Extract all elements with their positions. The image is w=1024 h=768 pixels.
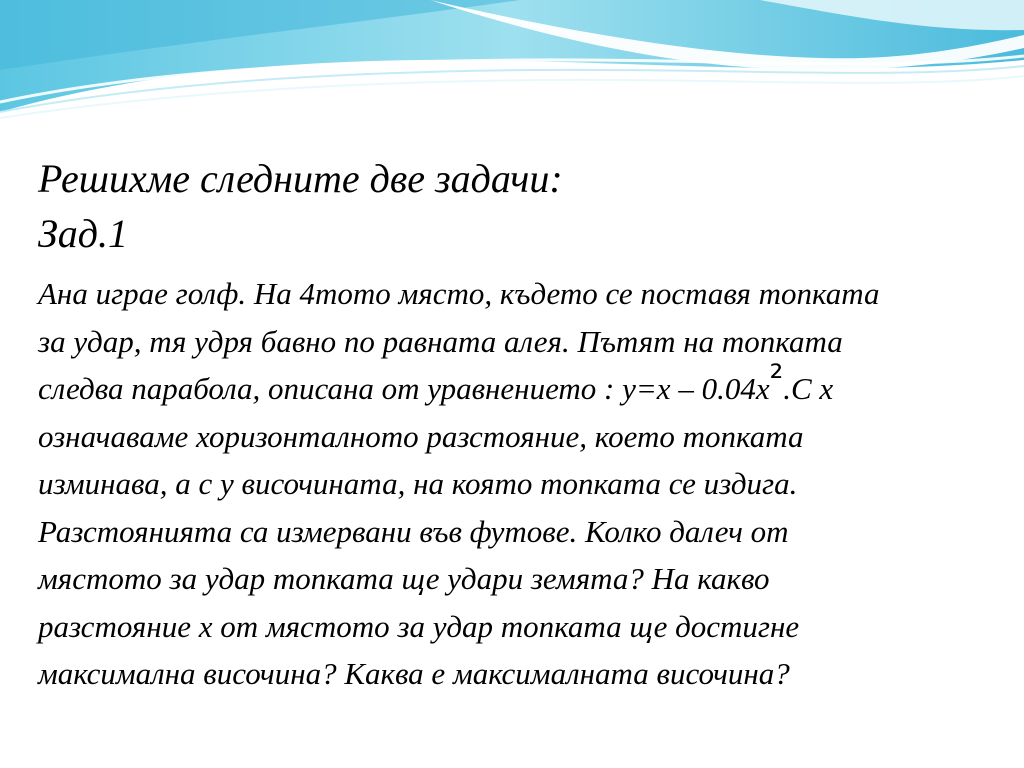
equation-text: следва парабола, описана от уравнението : y=x – 0.04x — [38, 371, 770, 406]
slide-title: Решихме следните две задачи: — [38, 156, 563, 201]
task-line: максимална височина? Каква е максималната височина? — [38, 656, 790, 691]
header-wave-decoration — [0, 0, 1024, 130]
task-text — [38, 270, 998, 698]
task-line: Ана играе голф. На 4тото място, където се поставя топката — [38, 276, 880, 311]
task-line: Разстоянията са измервани във футове. Колко далеч от — [38, 513, 789, 549]
task-label: Зад.1 — [38, 211, 129, 256]
task-line: означаваме хоризонталното разстояние, което топката — [38, 418, 804, 454]
task-line: за удар, тя удря бавно по равната алея. Пътят на топката — [38, 323, 843, 359]
equation-exponent: ² — [769, 358, 784, 398]
task-line: изминава, а с y височината, на която топката се издига. — [38, 466, 798, 501]
task-line: мястото за удар топката ще удари земята? На какво — [38, 561, 770, 596]
slide-content — [38, 152, 998, 698]
task-line-equation — [38, 358, 998, 413]
task-line: разстояние x от мястото за удар топката ще достигне — [38, 608, 800, 644]
equation-tail: .С x — [783, 371, 834, 406]
